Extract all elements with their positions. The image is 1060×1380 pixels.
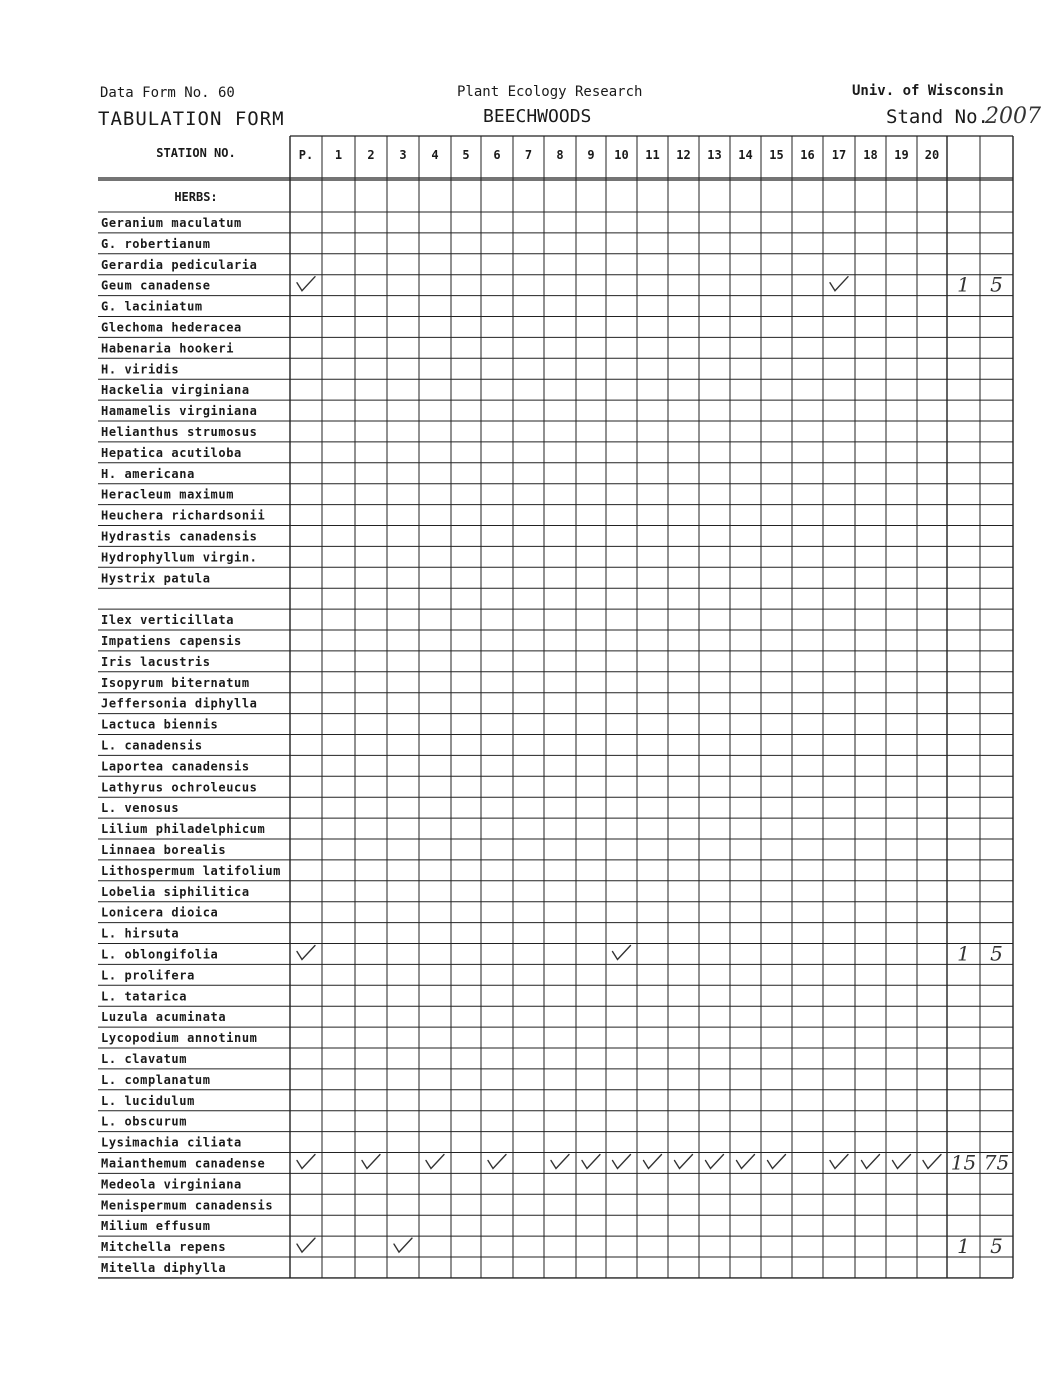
species-name: L. hirsuta bbox=[101, 926, 180, 941]
checkmark-icon bbox=[830, 277, 848, 291]
species-name: L. oblongifolia bbox=[101, 947, 219, 962]
checkmark-icon bbox=[768, 1155, 786, 1169]
checkmark-icon bbox=[923, 1155, 941, 1169]
column-header-17: 17 bbox=[831, 148, 847, 162]
column-header-P.: P. bbox=[298, 148, 314, 162]
species-name: Hystrix patula bbox=[101, 571, 211, 586]
checkmark-icon bbox=[675, 1155, 693, 1169]
column-header-2: 2 bbox=[367, 148, 375, 162]
handwritten-total: 15 bbox=[950, 1150, 977, 1175]
species-name: Lycopodium annotinum bbox=[101, 1031, 258, 1046]
species-name: Mitchella repens bbox=[101, 1240, 227, 1255]
handwritten-total: 5 bbox=[990, 272, 1003, 297]
species-name: Helianthus strumosus bbox=[101, 425, 258, 439]
species-name: H. americana bbox=[101, 466, 195, 481]
form-number: Data Form No. 60 bbox=[100, 85, 235, 101]
species-name: G. laciniatum bbox=[101, 299, 203, 314]
column-header-15: 15 bbox=[769, 148, 784, 162]
species-name: L. lucidulum bbox=[101, 1093, 195, 1108]
checkmark-icon bbox=[582, 1155, 600, 1169]
column-header-19: 19 bbox=[894, 148, 909, 162]
checkmark-icon bbox=[362, 1155, 380, 1169]
species-name: Heracleum maximum bbox=[101, 487, 235, 502]
checkmark-icon bbox=[551, 1155, 569, 1169]
species-name: L. canadensis bbox=[101, 738, 203, 753]
species-name: Heuchera richardsonii bbox=[101, 508, 266, 523]
species-name: L. obscurum bbox=[101, 1114, 188, 1129]
checkmark-icon bbox=[706, 1155, 724, 1169]
station-no-label: STATION NO. bbox=[156, 146, 236, 160]
species-name: Lilium philadelphicum bbox=[101, 822, 266, 837]
column-header-3: 3 bbox=[399, 148, 407, 162]
stand-label: Stand No. bbox=[886, 106, 989, 128]
checkmark-icon bbox=[862, 1155, 880, 1169]
checkmark-icon bbox=[426, 1155, 444, 1169]
column-header-10: 10 bbox=[614, 148, 629, 162]
species-name: Geum canadense bbox=[101, 278, 211, 293]
species-name: Isopyrum biternatum bbox=[101, 675, 250, 690]
species-name: Glechoma hederacea bbox=[101, 320, 242, 335]
species-name: L. complanatum bbox=[101, 1072, 211, 1087]
column-header-5: 5 bbox=[462, 148, 470, 162]
column-header-16: 16 bbox=[800, 148, 815, 162]
checkmark-icon bbox=[613, 1155, 631, 1169]
site-name: BEECHWOODS bbox=[483, 106, 592, 127]
species-name: Hamamelis virginiana bbox=[101, 404, 258, 419]
checkmark-icon bbox=[297, 1155, 315, 1169]
species-name: Ilex verticillata bbox=[101, 613, 235, 628]
species-name: Linnaea borealis bbox=[101, 843, 227, 857]
herbs-label: HERBS: bbox=[174, 190, 218, 204]
organization-name: Plant Ecology Research bbox=[457, 84, 643, 100]
checkmark-icon bbox=[613, 946, 631, 960]
species-name: Lonicera dioica bbox=[101, 905, 219, 920]
column-header-8: 8 bbox=[556, 148, 564, 162]
species-name: Impatiens capensis bbox=[101, 634, 242, 648]
species-name: Lathyrus ochroleucus bbox=[101, 780, 258, 795]
species-name: Medeola virginiana bbox=[101, 1177, 242, 1192]
species-name: Luzula acuminata bbox=[101, 1010, 227, 1025]
species-name: Hydrophyllum virgin. bbox=[101, 550, 258, 565]
column-header-14: 14 bbox=[738, 148, 753, 162]
column-header-13: 13 bbox=[707, 148, 722, 162]
species-name: L. prolifera bbox=[101, 968, 195, 983]
species-name: H. viridis bbox=[101, 362, 180, 377]
checkmark-icon bbox=[488, 1155, 506, 1169]
species-name: Hydrastis canadensis bbox=[101, 529, 258, 544]
species-name: Jeffersonia diphylla bbox=[101, 696, 258, 711]
column-header-1: 1 bbox=[334, 148, 343, 162]
checkmark-icon bbox=[893, 1155, 911, 1169]
handwritten-total: 1 bbox=[957, 941, 970, 966]
species-name: Hackelia virginiana bbox=[101, 383, 250, 398]
checkmark-icon bbox=[644, 1155, 662, 1169]
handwritten-total: 5 bbox=[990, 941, 1003, 966]
checkmark-icon bbox=[394, 1238, 412, 1252]
university-name: Univ. of Wisconsin bbox=[852, 83, 1004, 99]
species-name: Lactuca biennis bbox=[101, 717, 219, 732]
species-name: Maianthemum canadense bbox=[101, 1156, 266, 1171]
column-header-4: 4 bbox=[431, 148, 439, 162]
column-header-7: 7 bbox=[524, 148, 533, 162]
column-header-12: 12 bbox=[676, 148, 691, 162]
species-name: Hepatica acutiloba bbox=[101, 445, 242, 460]
column-header-11: 11 bbox=[645, 148, 660, 162]
checkmark-icon bbox=[297, 946, 315, 960]
column-header-18: 18 bbox=[863, 148, 878, 162]
species-name: L. venosus bbox=[101, 801, 180, 816]
checkmark-icon bbox=[297, 1238, 315, 1252]
column-header-6: 6 bbox=[493, 148, 501, 162]
species-name: G. robertianum bbox=[101, 236, 211, 251]
form-title: TABULATION FORM bbox=[98, 108, 285, 130]
handwritten-total: 5 bbox=[990, 1234, 1003, 1259]
species-name: Lithospermum latifolium bbox=[101, 863, 281, 878]
species-name: L. clavatum bbox=[101, 1052, 188, 1066]
species-name: L. tatarica bbox=[101, 989, 188, 1004]
checkmark-icon bbox=[737, 1155, 755, 1169]
checkmark-icon bbox=[297, 277, 315, 291]
species-name: Geranium maculatum bbox=[101, 216, 242, 230]
species-name: Lysimachia ciliata bbox=[101, 1135, 242, 1150]
species-name: Iris lacustris bbox=[101, 654, 211, 669]
species-name: Milium effusum bbox=[101, 1219, 211, 1234]
species-name: Menispermum canadensis bbox=[101, 1198, 274, 1213]
species-name: Lobelia siphilitica bbox=[101, 884, 250, 899]
species-name: Mitella diphylla bbox=[101, 1261, 227, 1275]
column-header-9: 9 bbox=[587, 148, 595, 162]
column-header-20: 20 bbox=[924, 148, 940, 162]
species-name: Laportea canadensis bbox=[101, 759, 250, 774]
species-name: Gerardia pedicularia bbox=[101, 257, 258, 272]
handwritten-total: 75 bbox=[983, 1150, 1010, 1175]
handwritten-total: 1 bbox=[957, 1234, 970, 1259]
checkmark-icon bbox=[830, 1155, 848, 1169]
handwritten-total: 1 bbox=[957, 272, 970, 297]
species-name: Habenaria hookeri bbox=[101, 341, 235, 356]
stand-number-handwritten: 2007 bbox=[985, 104, 1041, 129]
